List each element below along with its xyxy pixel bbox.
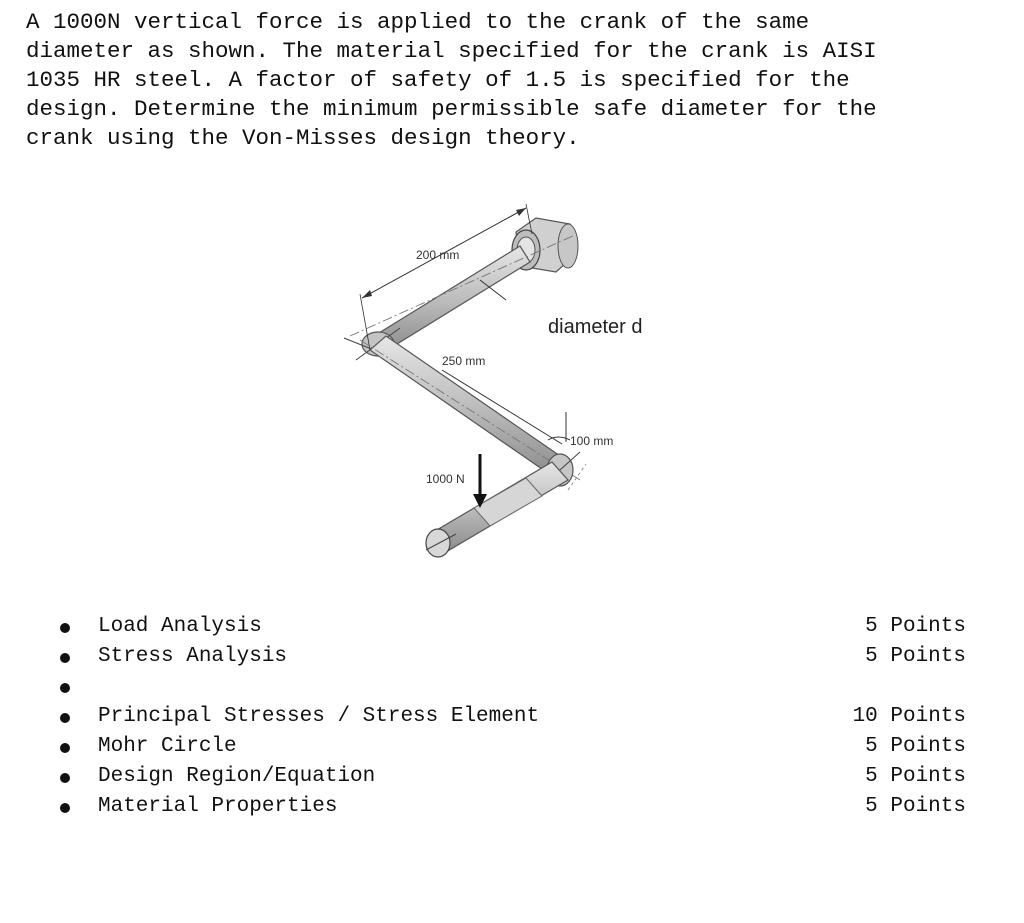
dim-200-label: 200 mm (416, 248, 460, 262)
problem-statement (26, 8, 986, 153)
bullet (60, 713, 70, 723)
list-item (52, 792, 972, 822)
item-points: 5 Points (865, 645, 966, 668)
item-label: Material Properties (98, 795, 338, 818)
item-points: 10 Points (852, 705, 966, 728)
problem-line: design. Determine the minimum permissible safe diameter for the (26, 96, 877, 122)
bullet (60, 773, 70, 783)
bullet (60, 743, 70, 753)
crank-drawing (330, 190, 690, 580)
problem-line: diameter as shown. The material specified for the crank is AISI (26, 38, 877, 64)
list-item (52, 732, 972, 762)
item-label: Stress Analysis (98, 645, 288, 668)
crank-figure (330, 190, 690, 580)
item-points: 5 Points (865, 615, 966, 638)
item-label: Mohr Circle (98, 735, 237, 758)
list-item (52, 672, 972, 702)
list-item (52, 612, 972, 642)
item-label: Principal Stresses / Stress Element (98, 705, 540, 728)
problem-line: A 1000N vertical force is applied to the crank of the same (26, 9, 810, 35)
problem-line: crank using the Von-Misses design theory. (26, 125, 580, 151)
item-label: Load Analysis (98, 615, 262, 638)
item-points: 5 Points (865, 735, 966, 758)
list-item (52, 762, 972, 792)
item-points: 5 Points (865, 795, 966, 818)
list-item (52, 642, 972, 672)
bullet (60, 623, 70, 633)
dim-100-label: 100 mm (570, 434, 614, 448)
force-arrow (473, 454, 487, 508)
item-points: 5 Points (865, 765, 966, 788)
bullet (60, 803, 70, 813)
grading-list (52, 612, 972, 822)
diameter-label: diameter d (548, 316, 643, 338)
bullet (60, 683, 70, 693)
list-item (52, 702, 972, 732)
force-label: 1000 N (426, 472, 465, 486)
item-label: Design Region/Equation (98, 765, 376, 788)
problem-line: 1035 HR steel. A factor of safety of 1.5 is specified for the (26, 67, 850, 93)
dim-250-label: 250 mm (442, 354, 486, 368)
bullet (60, 653, 70, 663)
